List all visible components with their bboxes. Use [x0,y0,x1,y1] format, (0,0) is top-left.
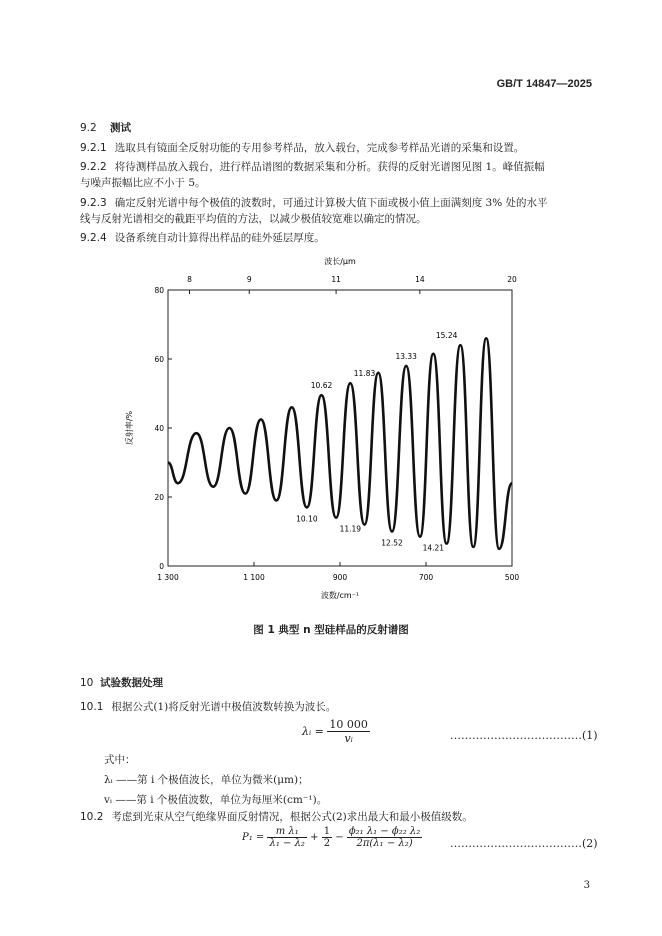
top-tick-label: 9 [246,275,252,284]
x-axis-label: 波数/cm⁻¹ [320,591,360,600]
figure-caption: 图 1 典型 n 型硅样品的反射谱图 [253,624,409,636]
extremum-label: 11.19 [339,524,362,534]
section-heading-9-2 [80,120,131,135]
reflection-spectrum-chart [110,250,530,610]
section-number: 9.2 [80,122,97,134]
eq2-fraction-3 [347,826,422,849]
eq2-lhs: P₁ = [242,832,265,843]
paragraph-10-1 [80,700,590,715]
standard-number: GB/T 14847—2025 [496,78,592,90]
top-tick-label: 11 [331,275,341,284]
clause-text: 根据公式(1)将反射光谱中极值波数转换为波长。 [111,701,337,713]
where-label: 式中： [104,754,136,766]
eq2-label: (2) [582,837,598,850]
x-tick-label: 500 [504,573,520,582]
top-axis-label: 波长/μm [324,257,356,266]
eq2-fraction-2 [322,826,332,849]
eq2-minus: − [335,832,344,843]
paragraph-10-2 [80,810,590,825]
top-tick-label: 20 [507,275,517,284]
top-tick-label: 8 [187,275,192,284]
paragraph-9-2-4 [80,231,590,246]
y-tick-label: 20 [154,493,164,502]
x-tick-label: 700 [418,573,434,582]
paragraph-9-2-3 [80,196,590,211]
paragraph-9-2-2 [80,160,590,175]
y-tick-label: 40 [154,424,164,433]
eq1-denominator: vᵢ [344,732,353,745]
definitions [104,750,327,810]
eq2-leader: ………………………………(2) [450,837,598,850]
eq2-f3-denominator: 2π(λ₁ − λ₂) [356,838,413,849]
eq2-f2-numerator: 1 [323,826,331,837]
clause-number: 10.2 [80,811,104,823]
x-tick-label: 900 [332,573,348,582]
section-heading-10 [80,675,163,690]
y-tick-label: 0 [159,562,164,571]
clause-number: 9.2.1 [80,142,107,154]
extremum-label: 15.24 [435,331,458,341]
eq2-f2-denominator: 2 [323,838,331,849]
y-tick-label: 60 [154,355,164,364]
definition-v: vᵢ ——第 i 个极值波数，单位为每厘米(cm⁻¹)。 [104,794,328,806]
eq1-lhs: λᵢ = [302,725,324,738]
page-number: 3 [583,880,590,891]
extremum-label: 10.10 [296,514,318,524]
top-tick-label: 14 [415,275,425,284]
clause-number: 9.2.3 [80,197,107,209]
definition-lambda: λᵢ ——第 i 个极值波长，单位为微米(μm)； [104,774,309,786]
spectrum-line [168,338,512,549]
clause-text: 将待测样品放入载台，进行样品谱图的数据采集和分析。获得的反射光谱图见图 1。峰值振幅 [114,161,545,173]
equation-1 [302,718,370,745]
equation-2 [242,826,422,849]
y-tick-label: 80 [154,286,164,295]
clause-text: 考虑到光束从空气绝缘界面反射情况，根据公式(2)求出最大和最小极值级数。 [111,811,473,823]
paragraph-9-2-1 [80,141,590,156]
clause-number: 9.2.4 [80,232,107,244]
clause-text: 设备系统自动计算得出样品的硅外延层厚度。 [114,232,325,244]
x-tick-label: 1 300 [157,573,179,582]
clause-number: 9.2.2 [80,161,107,173]
clause-text: 选取具有镜面全反射功能的专用参考样品，放入载台，完成参考样品光谱的采集和设置。 [114,142,525,154]
paragraph-9-2-2-cont: 与噪声振幅比应不小于 5。 [80,177,206,189]
eq1-fraction [327,718,370,745]
eq1-leader: ………………………………(1) [450,729,598,742]
extremum-label: 12.52 [381,538,403,548]
clause-number: 10.1 [80,701,104,713]
eq2-f1-numerator: m λ₁ [267,826,306,838]
eq2-plus: + [310,832,319,843]
eq1-numerator: 10 000 [329,718,368,731]
section-number: 10 [80,677,94,689]
y-axis-label: 反射率/% [125,410,134,446]
extremum-label: 14.21 [422,543,445,553]
eq2-f1-denominator: λ₁ − λ₂ [269,838,305,849]
section-title: 试验数据处理 [100,677,163,689]
paragraph-9-2-3-cont: 线与反射光谱相交的截距平均值的方法，以减少极值较宽难以确定的情况。 [80,213,427,225]
extremum-label: 13.33 [395,351,417,361]
extremum-label: 10.62 [310,381,333,391]
eq1-label: (1) [582,729,598,742]
x-tick-label: 1 100 [243,573,265,582]
extremum-label: 11.83 [353,369,376,379]
eq2-f3-numerator: ϕ₂₁ λ₁ − ϕ₂₂ λ₂ [348,826,421,837]
clause-text: 确定反射光谱中每个极值的波数时，可通过计算极大值下面或极小值上面满刻度 3% 处的水平 [114,197,548,209]
eq2-fraction-1 [267,826,306,849]
section-title: 测试 [110,122,131,134]
